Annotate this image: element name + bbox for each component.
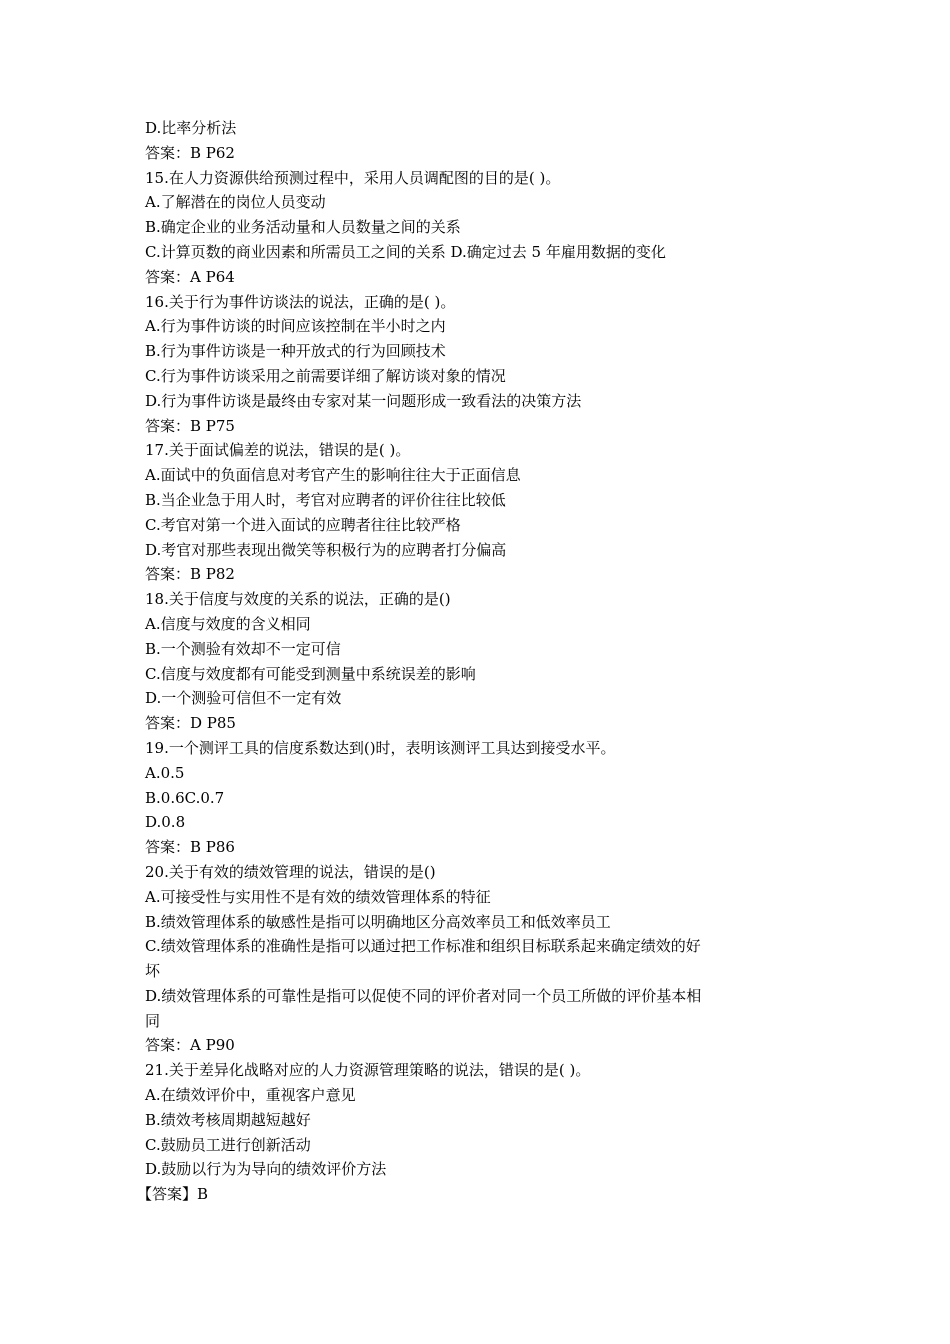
question-19: 19.一个测评工具的信度系数达到()时，表明该测评工具达到接受水平。 xyxy=(145,738,616,757)
option-a-line: A.可接受性与实用性不是有效的绩效管理体系的特征 xyxy=(145,887,491,906)
option-c-line: C.绩效管理体系的准确性是指可以通过把工作标准和组织目标联系起来确定绩效的好 xyxy=(145,937,701,956)
option-c-line: C.鼓励员工进行创新活动 xyxy=(145,1135,311,1154)
option-c-line: C.信度与效度都有可能受到测量中系统误差的影响 xyxy=(145,664,476,683)
option-c-line: C.行为事件访谈采用之前需要详细了解访谈对象的情况 xyxy=(145,366,506,385)
option-a-line: A.面试中的负面信息对考官产生的影响往往大于正面信息 xyxy=(145,466,521,485)
question-18: 18.关于信度与效度的关系的说法，正确的是() xyxy=(145,590,451,609)
option-d-line: D.鼓励以行为为导向的绩效评价方法 xyxy=(145,1160,387,1179)
option-b-line: B.当企业急于用人时，考官对应聘者的评价往往比较低 xyxy=(145,490,506,509)
option-c-continuation: 坏 xyxy=(145,962,161,981)
option-a-line: A.在绩效评价中，重视客户意见 xyxy=(145,1086,356,1105)
option-d-continuation: 同 xyxy=(145,1011,161,1030)
option-b-line: B.一个测验有效却不一定可信 xyxy=(145,639,341,658)
option-d-line: D.比率分析法 xyxy=(145,119,237,137)
question-16: 16.关于行为事件访谈法的说法，正确的是( )。 xyxy=(145,292,456,311)
option-a-line: A.了解潜在的岗位人员变动 xyxy=(145,193,326,212)
answer-line: 答案：B P62 xyxy=(145,143,235,162)
option-b-line: B.绩效管理体系的敏感性是指可以明确地区分高效率员工和低效率员工 xyxy=(145,912,611,931)
answer-line: 答案：A P90 xyxy=(145,1036,235,1055)
option-d-line: D.绩效管理体系的可靠性是指可以促使不同的评价者对同一个员工所做的评价基本相 xyxy=(145,986,702,1005)
option-d-line: D.0.8 xyxy=(145,813,186,832)
answer-line: 答案：B P82 xyxy=(145,565,235,584)
option-d-line: D.一个测验可信但不一定有效 xyxy=(145,689,342,708)
option-d-line: D.行为事件访谈是最终由专家对某一问题形成一致看法的决策方法 xyxy=(145,391,582,410)
answer-line: 答案：B P86 xyxy=(145,838,235,857)
answer-line: 答案：D P85 xyxy=(145,714,236,733)
final-answer-line: 【答案】B xyxy=(137,1185,209,1204)
option-a-line: A.0.5 xyxy=(145,763,185,782)
answer-line: 答案：A P64 xyxy=(145,267,235,286)
option-b-c-line: B.0.6C.0.7 xyxy=(145,788,225,807)
option-c-line: C.考官对第一个进入面试的应聘者往往比较严格 xyxy=(145,515,461,534)
option-b-line: B.绩效考核周期越短越好 xyxy=(145,1110,311,1129)
question-20: 20.关于有效的绩效管理的说法，错误的是() xyxy=(145,862,436,881)
option-d-line: D.考官对那些表现出微笑等积极行为的应聘者打分偏高 xyxy=(145,540,507,559)
document-page xyxy=(137,116,785,1207)
option-b-line: B.确定企业的业务活动量和人员数量之间的关系 xyxy=(145,218,461,237)
option-c-d-line: C.计算页数的商业因素和所需员工之间的关系 D.确定过去 5 年雇用数据的变化 xyxy=(145,242,666,261)
answer-line: 答案：B P75 xyxy=(145,416,235,435)
option-a-line: A.信度与效度的含义相同 xyxy=(145,614,311,633)
option-a-line: A.行为事件访谈的时间应该控制在半小时之内 xyxy=(145,317,446,336)
question-17: 17.关于面试偏差的说法，错误的是( )。 xyxy=(145,441,411,460)
question-15: 15.在人力资源供给预测过程中，采用人员调配图的目的是( )。 xyxy=(145,168,561,187)
option-b-line: B.行为事件访谈是一种开放式的行为回顾技术 xyxy=(145,342,446,361)
question-21: 21.关于差异化战略对应的人力资源管理策略的说法，错误的是( )。 xyxy=(145,1061,591,1080)
